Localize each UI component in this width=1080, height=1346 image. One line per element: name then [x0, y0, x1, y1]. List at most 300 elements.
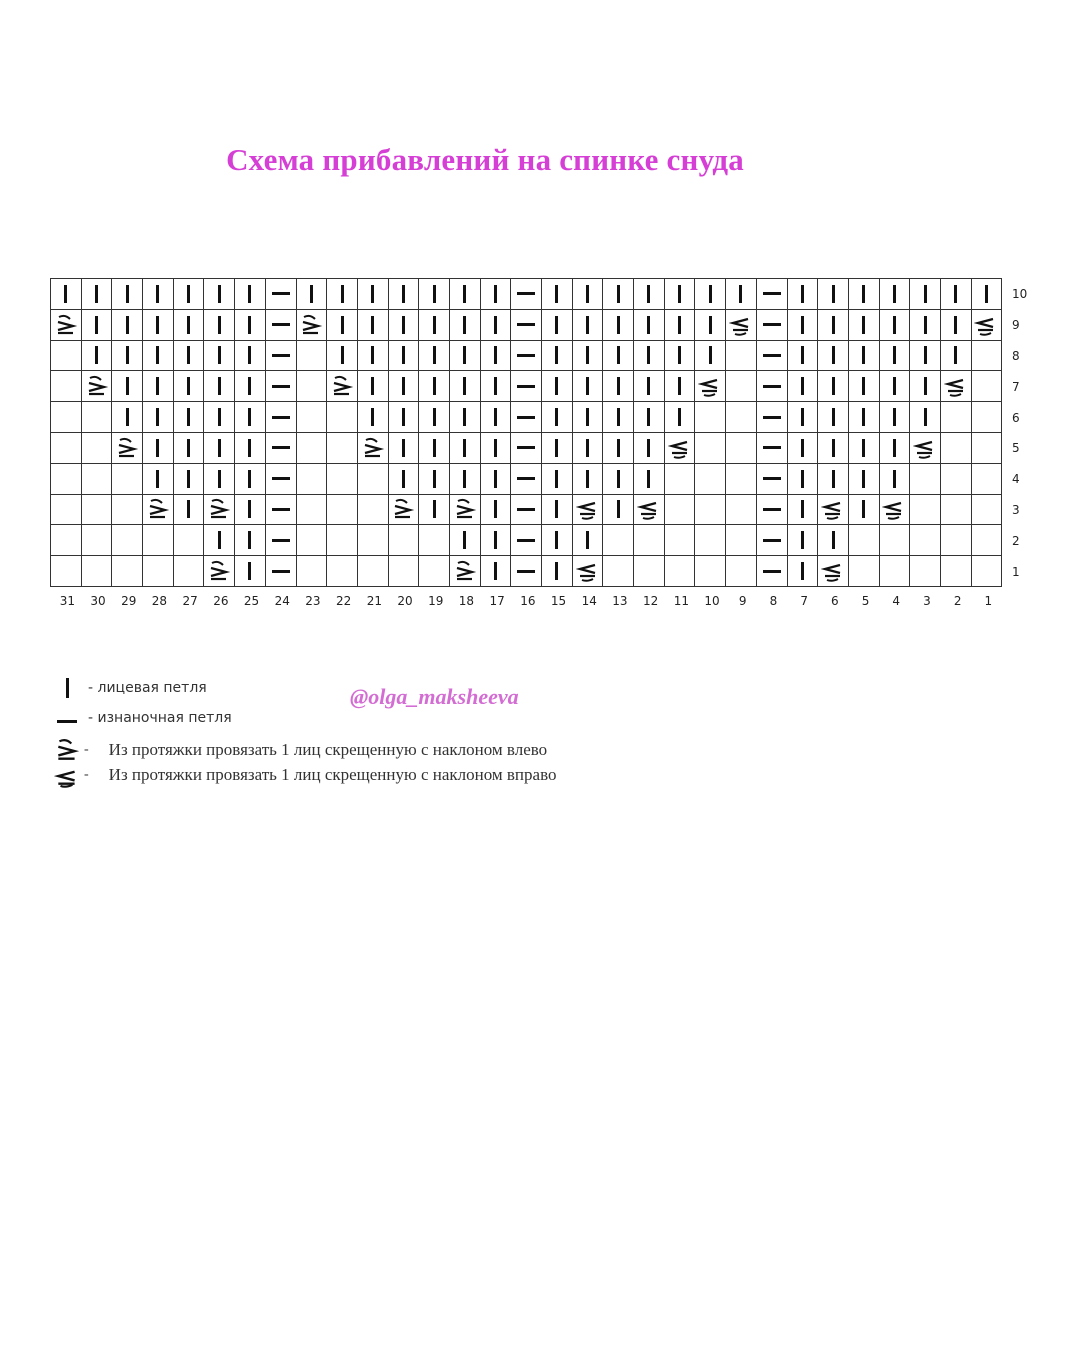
- row-number: 1: [1012, 564, 1020, 579]
- chart-cell-purl: [757, 310, 788, 341]
- legend-item-knit: [50, 675, 207, 701]
- chart-cell-increase-left: [204, 495, 235, 526]
- chart-cell-empty: [297, 525, 328, 556]
- chart-cell-knit: [788, 464, 819, 495]
- chart-cell-knit: [82, 310, 113, 341]
- chart-cell-knit: [143, 371, 174, 402]
- chart-cell-knit: [788, 371, 819, 402]
- chart-cell-knit: [603, 371, 634, 402]
- chart-cell-knit: [174, 495, 205, 526]
- chart-cell-empty: [297, 371, 328, 402]
- column-number: 2: [953, 594, 962, 608]
- chart-cell-knit: [204, 433, 235, 464]
- chart-cell-empty: [82, 402, 113, 433]
- legend-text-knit: - лицевая петля: [88, 680, 207, 696]
- chart-cell-knit: [358, 310, 389, 341]
- chart-cell-purl: [266, 464, 297, 495]
- chart-cell-empty: [389, 556, 420, 587]
- increase-right-icon: [50, 762, 84, 788]
- chart-cell-increase-right: [941, 371, 972, 402]
- chart-cell-empty: [112, 556, 143, 587]
- chart-cell-knit: [542, 341, 573, 372]
- chart-cell-increase-left: [297, 310, 328, 341]
- chart-cell-knit: [419, 464, 450, 495]
- chart-cell-empty: [82, 433, 113, 464]
- chart-cell-increase-right: [818, 495, 849, 526]
- chart-cell-empty: [603, 525, 634, 556]
- chart-cell-knit: [450, 279, 481, 310]
- chart-cell-knit: [849, 341, 880, 372]
- chart-cell-purl: [757, 556, 788, 587]
- chart-cell-empty: [82, 525, 113, 556]
- chart-cell-increase-left: [358, 433, 389, 464]
- chart-cell-purl: [757, 433, 788, 464]
- chart-cell-empty: [82, 495, 113, 526]
- chart-cell-purl: [266, 279, 297, 310]
- chart-cell-knit: [818, 525, 849, 556]
- chart-cell-knit: [910, 310, 941, 341]
- chart-cell-knit: [143, 310, 174, 341]
- increase-left-icon: [50, 737, 84, 763]
- chart-cell-knit: [573, 464, 604, 495]
- chart-cell-empty: [726, 556, 757, 587]
- chart-cell-knit: [143, 433, 174, 464]
- chart-cell-knit: [174, 341, 205, 372]
- chart-cell-empty: [972, 495, 1003, 526]
- chart-cell-knit: [542, 525, 573, 556]
- chart-cell-knit: [51, 279, 82, 310]
- chart-cell-knit: [358, 371, 389, 402]
- chart-cell-empty: [972, 464, 1003, 495]
- chart-cell-empty: [695, 556, 726, 587]
- chart-cell-purl: [511, 341, 542, 372]
- chart-cell-empty: [972, 433, 1003, 464]
- chart-cell-knit: [634, 402, 665, 433]
- chart-cell-knit: [634, 341, 665, 372]
- chart-cell-knit: [327, 341, 358, 372]
- chart-cell-empty: [695, 525, 726, 556]
- chart-cell-knit: [174, 402, 205, 433]
- chart-cell-knit: [972, 279, 1003, 310]
- chart-cell-knit: [419, 341, 450, 372]
- chart-cell-empty: [972, 525, 1003, 556]
- chart-cell-empty: [849, 556, 880, 587]
- column-number: 31: [59, 594, 75, 608]
- chart-cell-purl: [757, 495, 788, 526]
- chart-cell-empty: [358, 556, 389, 587]
- chart-cell-knit: [358, 341, 389, 372]
- chart-cell-empty: [941, 525, 972, 556]
- chart-cell-empty: [112, 525, 143, 556]
- chart-cell-increase-left: [82, 371, 113, 402]
- chart-cell-knit: [542, 310, 573, 341]
- chart-cell-purl: [266, 402, 297, 433]
- chart-cell-knit: [450, 464, 481, 495]
- chart-cell-purl: [511, 525, 542, 556]
- chart-cell-purl: [266, 556, 297, 587]
- chart-cell-empty: [51, 402, 82, 433]
- column-number: 12: [643, 594, 659, 608]
- chart-cell-empty: [297, 341, 328, 372]
- chart-cell-empty: [941, 464, 972, 495]
- chart-cell-knit: [573, 371, 604, 402]
- chart-cell-empty: [51, 525, 82, 556]
- column-number: 19: [428, 594, 444, 608]
- column-number: 20: [397, 594, 413, 608]
- chart-cell-knit: [542, 433, 573, 464]
- chart-cell-knit: [450, 310, 481, 341]
- chart-cell-knit: [419, 279, 450, 310]
- chart-cell-knit: [112, 279, 143, 310]
- chart-cell-knit: [603, 279, 634, 310]
- chart-cell-knit: [849, 495, 880, 526]
- chart-cell-purl: [266, 433, 297, 464]
- chart-cell-empty: [82, 464, 113, 495]
- purl-stitch-icon: [50, 705, 84, 731]
- chart-cell-knit: [665, 402, 696, 433]
- chart-cell-empty: [941, 556, 972, 587]
- chart-cell-purl: [266, 371, 297, 402]
- chart-cell-knit: [788, 310, 819, 341]
- knit-stitch-icon: [50, 675, 84, 701]
- chart-cell-knit: [573, 525, 604, 556]
- chart-cell-increase-right: [573, 556, 604, 587]
- chart-cell-purl: [757, 402, 788, 433]
- column-number: 4: [892, 594, 901, 608]
- chart-cell-empty: [297, 433, 328, 464]
- chart-cell-knit: [603, 341, 634, 372]
- chart-cell-knit: [450, 371, 481, 402]
- chart-cell-knit: [174, 279, 205, 310]
- chart-cell-knit: [788, 495, 819, 526]
- chart-cell-knit: [481, 341, 512, 372]
- chart-cell-empty: [665, 495, 696, 526]
- chart-cell-empty: [603, 556, 634, 587]
- chart-cell-knit: [818, 464, 849, 495]
- chart-cell-empty: [51, 433, 82, 464]
- chart-cell-knit: [481, 464, 512, 495]
- chart-cell-empty: [941, 402, 972, 433]
- chart-cell-knit: [235, 279, 266, 310]
- chart-cell-knit: [419, 310, 450, 341]
- chart-cell-empty: [112, 495, 143, 526]
- chart-cell-increase-right: [972, 310, 1003, 341]
- chart-cell-knit: [818, 402, 849, 433]
- chart-cell-increase-left: [450, 495, 481, 526]
- chart-cell-empty: [297, 556, 328, 587]
- chart-cell-empty: [910, 556, 941, 587]
- chart-cell-knit: [603, 495, 634, 526]
- chart-cell-empty: [665, 464, 696, 495]
- chart-cell-knit: [389, 433, 420, 464]
- chart-cell-knit: [450, 341, 481, 372]
- chart-cell-knit: [634, 371, 665, 402]
- row-number: 2: [1012, 533, 1020, 548]
- chart-cell-knit: [112, 402, 143, 433]
- column-number: 6: [831, 594, 839, 608]
- chart-cell-knit: [235, 341, 266, 372]
- chart-cell-knit: [143, 279, 174, 310]
- chart-cell-empty: [51, 464, 82, 495]
- chart-cell-knit: [481, 279, 512, 310]
- chart-cell-knit: [665, 371, 696, 402]
- legend-item-inc-left: [50, 737, 547, 763]
- chart-cell-empty: [726, 433, 757, 464]
- chart-cell-knit: [481, 525, 512, 556]
- chart-cell-empty: [51, 556, 82, 587]
- chart-cell-purl: [757, 371, 788, 402]
- chart-cell-empty: [634, 525, 665, 556]
- chart-cell-empty: [726, 371, 757, 402]
- chart-cell-knit: [204, 525, 235, 556]
- chart-cell-knit: [174, 464, 205, 495]
- chart-cell-knit: [573, 402, 604, 433]
- column-number: 11: [673, 594, 689, 608]
- chart-cell-knit: [204, 464, 235, 495]
- column-number: 30: [90, 594, 106, 608]
- chart-cell-knit: [389, 371, 420, 402]
- chart-cell-purl: [511, 310, 542, 341]
- chart-cell-knit: [573, 279, 604, 310]
- chart-cell-empty: [726, 341, 757, 372]
- chart-cell-knit: [665, 279, 696, 310]
- chart-cell-empty: [972, 341, 1003, 372]
- chart-cell-empty: [358, 495, 389, 526]
- chart-cell-increase-right: [634, 495, 665, 526]
- chart-cell-knit: [880, 341, 911, 372]
- chart-cell-empty: [972, 402, 1003, 433]
- chart-cell-knit: [910, 341, 941, 372]
- chart-cell-knit: [481, 371, 512, 402]
- column-number: 26: [213, 594, 229, 608]
- column-number: 7: [800, 594, 808, 608]
- chart-cell-knit: [603, 402, 634, 433]
- chart-cell-knit: [880, 402, 911, 433]
- chart-cell-empty: [327, 402, 358, 433]
- chart-cell-empty: [726, 495, 757, 526]
- chart-cell-purl: [757, 464, 788, 495]
- chart-cell-knit: [204, 279, 235, 310]
- chart-cell-knit: [542, 464, 573, 495]
- chart-cell-knit: [143, 464, 174, 495]
- column-number: 1: [984, 594, 993, 608]
- chart-cell-increase-right: [665, 433, 696, 464]
- chart-cell-knit: [849, 433, 880, 464]
- chart-cell-knit: [419, 371, 450, 402]
- row-number: 6: [1012, 410, 1020, 425]
- chart-cell-increase-left: [327, 371, 358, 402]
- chart-cell-knit: [174, 310, 205, 341]
- chart-cell-knit: [481, 495, 512, 526]
- column-number: 24: [274, 594, 290, 608]
- chart-cell-knit: [634, 433, 665, 464]
- chart-cell-knit: [910, 371, 941, 402]
- chart-cell-knit: [481, 310, 512, 341]
- chart-cell-knit: [603, 433, 634, 464]
- chart-cell-knit: [235, 433, 266, 464]
- column-number: 16: [520, 594, 536, 608]
- chart-cell-empty: [419, 525, 450, 556]
- chart-cell-knit: [603, 310, 634, 341]
- chart-cell-knit: [788, 556, 819, 587]
- chart-cell-empty: [51, 341, 82, 372]
- chart-cell-empty: [726, 525, 757, 556]
- chart-cell-knit: [818, 341, 849, 372]
- chart-cell-knit: [204, 310, 235, 341]
- chart-cell-knit: [542, 371, 573, 402]
- chart-cell-knit: [542, 279, 573, 310]
- chart-cell-empty: [880, 525, 911, 556]
- column-number: 14: [581, 594, 597, 608]
- chart-cell-knit: [849, 279, 880, 310]
- chart-cell-increase-right: [695, 371, 726, 402]
- chart-cell-empty: [297, 402, 328, 433]
- legend-text-inc-left: Из протяжки провязать 1 лиц скрещенную с наклоном влево: [108, 740, 548, 759]
- chart-cell-knit: [695, 279, 726, 310]
- chart-cell-knit: [235, 556, 266, 587]
- chart-cell-empty: [174, 525, 205, 556]
- chart-cell-knit: [481, 556, 512, 587]
- chart-cell-knit: [818, 433, 849, 464]
- chart-cell-increase-left: [389, 495, 420, 526]
- chart-cell-knit: [880, 464, 911, 495]
- chart-cell-empty: [327, 464, 358, 495]
- chart-cell-knit: [389, 402, 420, 433]
- chart-cell-knit: [481, 402, 512, 433]
- chart-cell-empty: [726, 464, 757, 495]
- row-number: 4: [1012, 472, 1020, 487]
- chart-cell-knit: [849, 310, 880, 341]
- chart-cell-knit: [818, 310, 849, 341]
- chart-cell-empty: [665, 556, 696, 587]
- legend-dash: -: [84, 767, 89, 782]
- chart-cell-empty: [51, 495, 82, 526]
- chart-cell-knit: [389, 464, 420, 495]
- chart-cell-knit: [849, 402, 880, 433]
- chart-cell-purl: [511, 433, 542, 464]
- chart-cell-increase-right: [910, 433, 941, 464]
- chart-cell-empty: [419, 556, 450, 587]
- chart-cell-knit: [910, 402, 941, 433]
- legend-text-purl: - изнаночная петля: [88, 710, 232, 726]
- chart-cell-knit: [910, 279, 941, 310]
- chart-cell-knit: [112, 341, 143, 372]
- chart-cell-knit: [880, 310, 911, 341]
- chart-cell-knit: [297, 279, 328, 310]
- column-number: 10: [704, 594, 720, 608]
- chart-cell-knit: [82, 341, 113, 372]
- chart-cell-empty: [972, 371, 1003, 402]
- chart-cell-knit: [695, 310, 726, 341]
- chart-cell-knit: [634, 310, 665, 341]
- column-number: 9: [738, 594, 747, 608]
- chart-cell-knit: [204, 402, 235, 433]
- column-number-labels: [50, 594, 1002, 612]
- chart-cell-purl: [511, 279, 542, 310]
- chart-cell-purl: [511, 556, 542, 587]
- chart-cell-knit: [634, 464, 665, 495]
- row-number: 9: [1012, 318, 1020, 333]
- chart-cell-purl: [757, 525, 788, 556]
- chart-cell-knit: [112, 310, 143, 341]
- row-number: 10: [1012, 287, 1028, 302]
- chart-cell-increase-right: [880, 495, 911, 526]
- chart-cell-purl: [266, 341, 297, 372]
- chart-cell-knit: [358, 402, 389, 433]
- chart-cell-knit: [143, 402, 174, 433]
- chart-cell-empty: [327, 495, 358, 526]
- author-handle: @olga_maksheeva: [350, 684, 519, 709]
- chart-cell-knit: [880, 433, 911, 464]
- chart-cell-knit: [849, 464, 880, 495]
- chart-cell-increase-right: [573, 495, 604, 526]
- chart-cell-increase-right: [818, 556, 849, 587]
- chart-cell-knit: [235, 310, 266, 341]
- chart-cell-knit: [573, 310, 604, 341]
- chart-cell-knit: [82, 279, 113, 310]
- chart-cell-purl: [511, 464, 542, 495]
- chart-cell-empty: [327, 433, 358, 464]
- chart-cell-knit: [665, 341, 696, 372]
- chart-cell-knit: [235, 402, 266, 433]
- chart-title: Схема прибавлений на спинке снуда: [226, 142, 744, 177]
- chart-cell-knit: [174, 433, 205, 464]
- chart-cell-empty: [665, 525, 696, 556]
- column-number: 23: [305, 594, 321, 608]
- chart-cell-purl: [266, 310, 297, 341]
- chart-cell-increase-left: [450, 556, 481, 587]
- chart-cell-purl: [266, 525, 297, 556]
- chart-cell-knit: [235, 371, 266, 402]
- chart-cell-knit: [788, 279, 819, 310]
- chart-cell-empty: [358, 464, 389, 495]
- chart-cell-empty: [941, 495, 972, 526]
- chart-cell-knit: [573, 433, 604, 464]
- chart-cell-knit: [204, 371, 235, 402]
- column-number: 15: [550, 594, 567, 608]
- chart-cell-empty: [51, 371, 82, 402]
- chart-cell-empty: [695, 402, 726, 433]
- chart-cell-increase-left: [143, 495, 174, 526]
- chart-cell-empty: [297, 464, 328, 495]
- chart-cell-knit: [235, 495, 266, 526]
- chart-cell-empty: [910, 525, 941, 556]
- column-number: 3: [923, 594, 931, 608]
- chart-cell-knit: [112, 371, 143, 402]
- chart-cell-knit: [818, 371, 849, 402]
- chart-cell-empty: [174, 556, 205, 587]
- chart-cell-empty: [849, 525, 880, 556]
- chart-cell-knit: [849, 371, 880, 402]
- column-number: 22: [336, 594, 352, 608]
- row-number: 5: [1012, 441, 1020, 456]
- chart-cell-knit: [450, 433, 481, 464]
- chart-cell-knit: [542, 556, 573, 587]
- chart-cell-knit: [327, 310, 358, 341]
- chart-cell-empty: [327, 525, 358, 556]
- chart-cell-empty: [880, 556, 911, 587]
- chart-cell-empty: [695, 464, 726, 495]
- column-number: 5: [861, 594, 870, 608]
- legend-item-inc-right: [50, 762, 557, 788]
- legend: [50, 675, 650, 805]
- chart-cell-knit: [450, 402, 481, 433]
- chart-cell-increase-left: [51, 310, 82, 341]
- chart-cell-knit: [665, 310, 696, 341]
- chart-cell-purl: [266, 495, 297, 526]
- column-number: 29: [121, 594, 137, 608]
- chart-cell-empty: [910, 495, 941, 526]
